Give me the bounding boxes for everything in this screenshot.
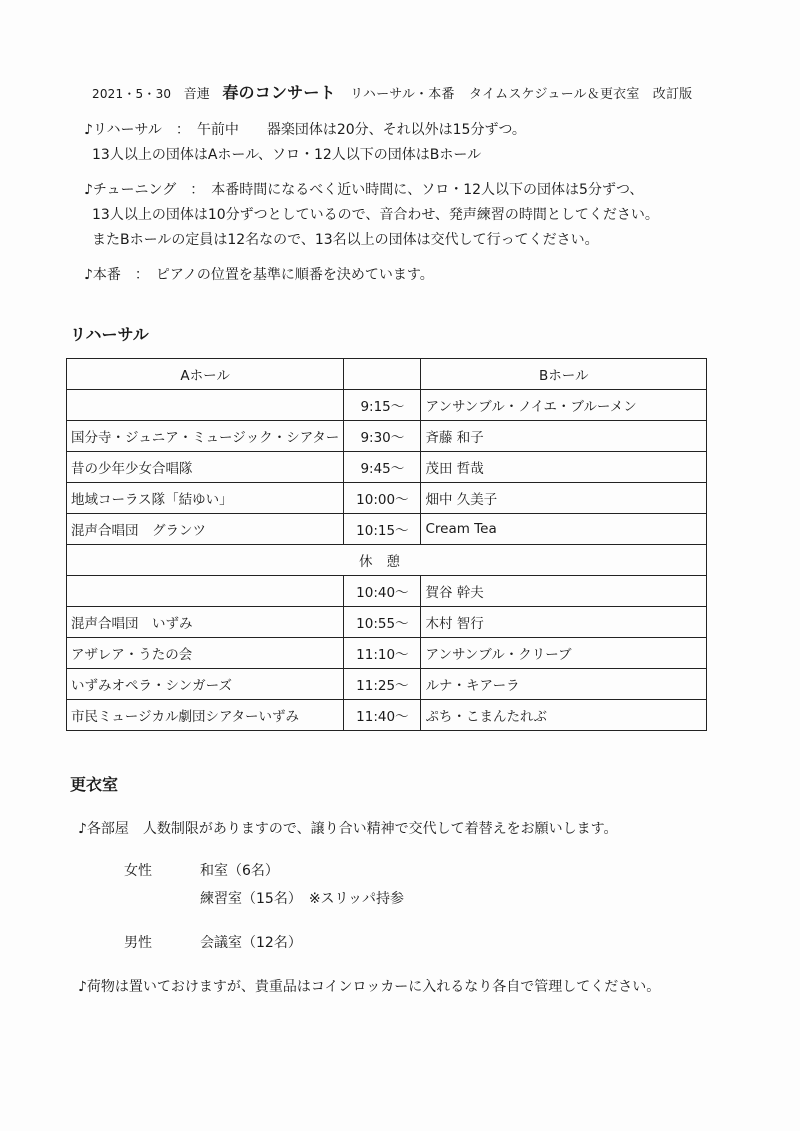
event-title: 春のコンサート [222, 83, 336, 102]
male-label: 男性 [124, 935, 152, 951]
table-row [67, 576, 707, 607]
b-hall-cell: アンサンブル・ノイエ・ブルーメン [421, 390, 707, 421]
time-cell: 9:45〜 [344, 452, 421, 483]
table-row [67, 421, 707, 452]
break-label: 休憩 [67, 545, 707, 576]
table-row [67, 669, 707, 700]
table-row [67, 607, 707, 638]
male-room-meeting: 会議室（12名） [200, 935, 302, 951]
time-cell: 10:15〜 [344, 514, 421, 545]
note-rehearsal [84, 118, 659, 168]
table-row [67, 638, 707, 669]
b-hall-cell: 茂田 哲哉 [421, 452, 707, 483]
table-row [67, 514, 707, 545]
b-hall-cell: ルナ・キアーラ [421, 669, 707, 700]
document-header [92, 80, 692, 103]
note-performance [84, 263, 659, 288]
time-cell: 10:40〜 [344, 576, 421, 607]
a-hall-cell: 地域コーラス隊「結ゆい」 [67, 483, 344, 514]
document-suffix: タイムスケジュール＆更衣室 改訂版 [469, 87, 693, 102]
table-row [67, 700, 707, 731]
event-subtitle: リハーサル・本番 [350, 87, 455, 102]
time-cell: 10:55〜 [344, 607, 421, 638]
notes-block [84, 118, 659, 298]
a-hall-cell: いずみオペラ・シンガーズ [67, 669, 344, 700]
rehearsal-heading: リハーサル [70, 325, 149, 344]
note-line: 13人以上の団体は10分ずつとしているので、音合わせ、発声練習の時間としてください。 [92, 207, 659, 223]
a-hall-cell: 混声合唱団 グランツ [67, 514, 344, 545]
header-b-hall: Bホール [421, 359, 707, 390]
table-header-row [67, 359, 707, 390]
time-cell: 10:00〜 [344, 483, 421, 514]
header-time [344, 359, 421, 390]
table-row [67, 483, 707, 514]
table-row [67, 390, 707, 421]
b-hall-cell: 畑中 久美子 [421, 483, 707, 514]
note-tuning [84, 178, 659, 253]
table-row [67, 452, 707, 483]
event-date: 2021・5・30 [92, 87, 172, 101]
note-line: ♪本番 ： ピアノの位置を基準に順番を決めています。 [84, 267, 434, 283]
female-room-practice: 練習室（15名） ※スリッパ持参 [200, 891, 404, 907]
female-room-japanese: 和室（6名） [200, 863, 279, 879]
luggage-note: ♪荷物は置いておけますが、貴重品はコインロッカーに入れるなり各自で管理してください。 [78, 979, 661, 995]
note-line: 13人以上の団体はAホール、ソロ・12人以下の団体はBホール [92, 147, 482, 163]
break-row [67, 545, 707, 576]
note-line: ♪リハーサル ： 午前中 器楽団体は20分、それ以外は15分ずつ。 [84, 122, 526, 138]
b-hall-cell: 賀谷 幹夫 [421, 576, 707, 607]
rehearsal-schedule-table [66, 358, 707, 731]
a-hall-cell: 国分寺・ジュニア・ミュージック・シアター [67, 421, 344, 452]
a-hall-cell: 混声合唱団 いずみ [67, 607, 344, 638]
b-hall-cell: 木村 智行 [421, 607, 707, 638]
a-hall-cell: アザレア・うたの会 [67, 638, 344, 669]
dressing-room-heading: 更衣室 [70, 775, 119, 794]
a-hall-cell: 市民ミュージカル劇団シアターいずみ [67, 700, 344, 731]
time-cell: 9:30〜 [344, 421, 421, 452]
time-cell: 11:40〜 [344, 700, 421, 731]
time-cell: 11:10〜 [344, 638, 421, 669]
b-hall-cell: アンサンブル・クリーブ [421, 638, 707, 669]
header-a-hall: Aホール [67, 359, 344, 390]
b-hall-cell: ぷち・こまんたれぶ [421, 700, 707, 731]
organizer: 音連 [183, 87, 210, 102]
a-hall-cell: 昔の少年少女合唱隊 [67, 452, 344, 483]
time-cell: 11:25〜 [344, 669, 421, 700]
time-cell: 9:15〜 [344, 390, 421, 421]
b-hall-cell: 斉藤 和子 [421, 421, 707, 452]
dressing-intro: ♪各部屋 人数制限がありますので、譲り合い精神で交代して着替えをお願いします。 [78, 821, 618, 837]
a-hall-cell [67, 576, 344, 607]
female-label: 女性 [124, 863, 152, 879]
a-hall-cell [67, 390, 344, 421]
b-hall-cell: Cream Tea [421, 514, 707, 545]
note-line: ♪チューニング ： 本番時間になるべく近い時間に、ソロ・12人以下の団体は5分ずつ、 [84, 182, 644, 198]
note-line: またBホールの定員は12名なので、13名以上の団体は交代して行ってください。 [92, 232, 599, 248]
